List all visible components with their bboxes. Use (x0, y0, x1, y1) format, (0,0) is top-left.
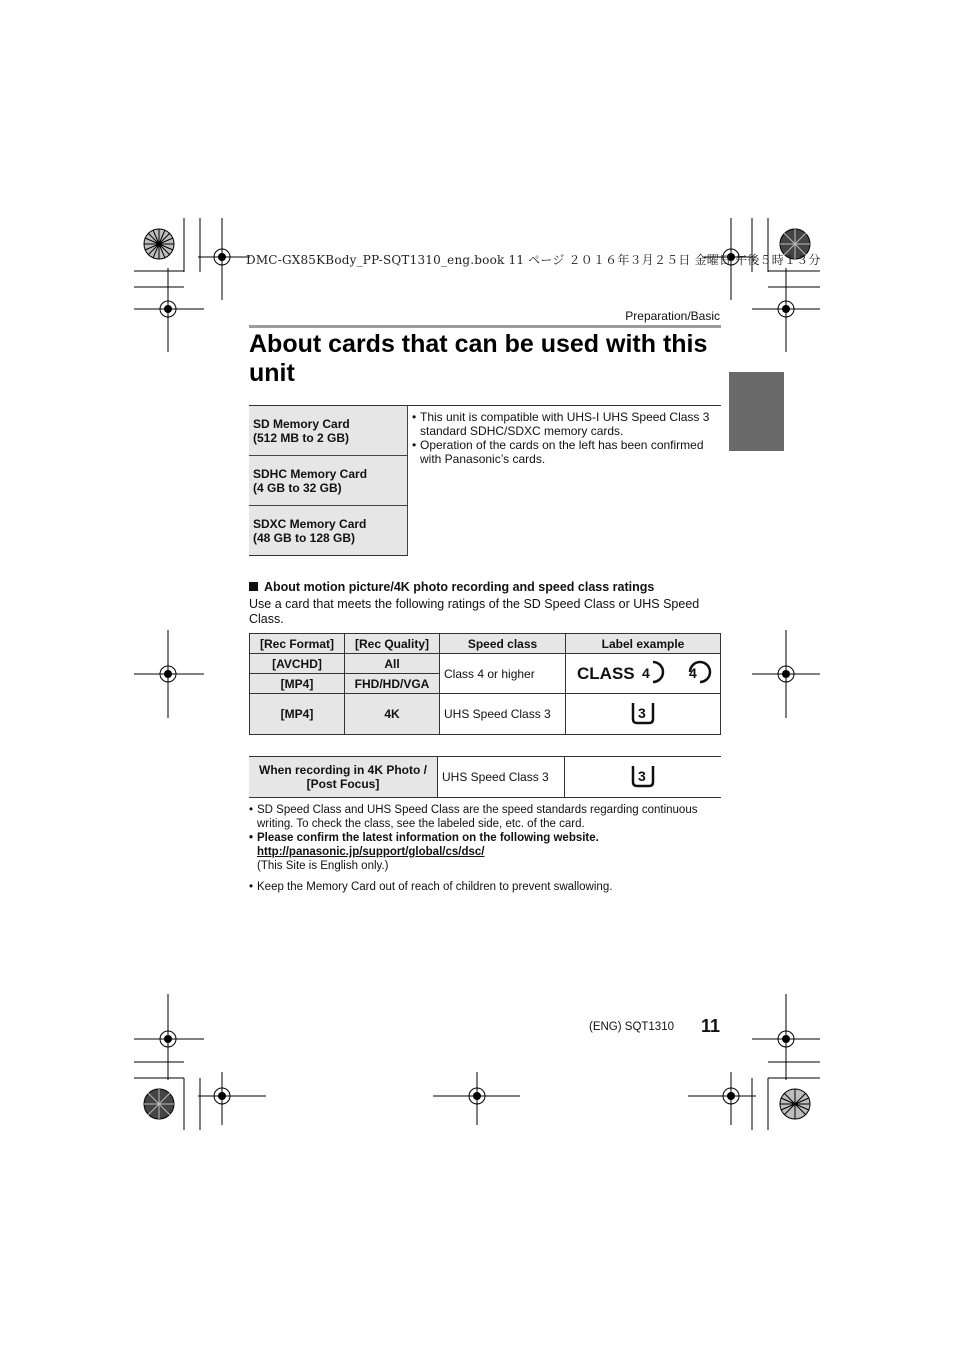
card-cell (249, 406, 408, 456)
section-heading-text: About motion picture/4K photo recording and speed class ratings (264, 580, 655, 594)
note-text: SD Speed Class and UHS Speed Class are the speed standards regarding continuous writing. To check the class, see the labeled side, etc. of the card. (257, 804, 698, 830)
speed-class-table (249, 633, 721, 735)
logo-class-word: CLASS (577, 664, 635, 683)
footer-code: (ENG) SQT1310 (589, 1021, 674, 1033)
note-text: This unit is compatible with UHS-I UHS Speed Class 3 standard SDHC/SDXC memory cards. (420, 410, 710, 438)
label-example-cell (566, 694, 721, 735)
logo-uhs-digit: 3 (638, 767, 646, 784)
table-row (249, 406, 721, 456)
square-bullet-icon (249, 582, 258, 591)
section-label: Preparation/Basic (625, 309, 720, 323)
list-item (249, 831, 721, 873)
rec-format-cell: [MP4] (250, 674, 345, 694)
chapter-side-tab (729, 372, 784, 451)
rec-quality-cell: FHD/HD/VGA (345, 674, 440, 694)
column-header: [Rec Quality] (345, 634, 440, 654)
list-item (249, 880, 721, 894)
table-header-row (250, 634, 721, 654)
page-title: About cards that can be used with this unit (249, 330, 708, 387)
bullet: • (249, 804, 254, 816)
title-rule (249, 325, 721, 328)
logo-uhs-digit: 3 (638, 704, 646, 721)
speed-class-cell: UHS Speed Class 3 (438, 757, 565, 798)
card-name: SDXC Memory Card (253, 516, 367, 531)
table-row (249, 757, 721, 798)
cards-table (249, 405, 721, 556)
print-header: DMC-GX85KBody_PP-SQT1310_eng.book 11 ページ ２０１６年３月２５日 金曜日 午後５時１３分 (246, 253, 821, 267)
speed-class-cell: Class 4 or higher (440, 654, 566, 694)
label-example-cell (565, 757, 722, 798)
column-header: Label example (566, 634, 721, 654)
rec-quality-cell: All (345, 654, 440, 674)
bullet: • (412, 438, 417, 452)
speed-class-cell: UHS Speed Class 3 (440, 694, 566, 735)
note-text: Please confirm the latest information on the following website. (257, 832, 599, 844)
rec-quality-cell: 4K (345, 694, 440, 735)
card-cell (249, 456, 408, 506)
support-website-link[interactable]: http://panasonic.jp/support/global/cs/dsc/ (257, 846, 485, 858)
photo-mode-label: When recording in 4K Photo / [Post Focus] (249, 757, 438, 798)
rec-format-cell: [MP4] (250, 694, 345, 735)
table-row (250, 694, 721, 735)
card-range: (48 GB to 128 GB) (253, 530, 356, 545)
uhs-speed-class-3-icon (630, 764, 656, 788)
table-row (250, 654, 721, 674)
bullet: • (412, 410, 417, 424)
section-heading (249, 580, 654, 594)
photo-mode-table (249, 756, 721, 798)
logo-digit: 4 (642, 665, 650, 681)
column-header: [Rec Format] (250, 634, 345, 654)
logo-digit: 4 (689, 665, 697, 681)
cards-notes (408, 406, 722, 556)
card-range: (512 MB to 2 GB) (253, 430, 350, 445)
page-number: 11 (700, 1016, 720, 1036)
card-cell (249, 506, 408, 556)
list-item (249, 803, 721, 831)
class4-logo-icon (573, 657, 713, 687)
note-text: Keep the Memory Card out of reach of children to prevent swallowing. (257, 881, 613, 893)
bullet: • (249, 881, 254, 893)
footnotes (249, 803, 721, 894)
class-c-arc (700, 662, 710, 682)
list-item (412, 438, 717, 466)
list-item (412, 410, 717, 438)
class-c-arc (653, 662, 663, 682)
rec-format-cell: [AVCHD] (250, 654, 345, 674)
bullet: • (249, 832, 254, 844)
site-note: (This Site is English only.) (257, 860, 389, 872)
column-header: Speed class (440, 634, 566, 654)
section-intro: Use a card that meets the following ratings of the SD Speed Class or UHS Speed Class. (249, 597, 700, 626)
note-text: Operation of the cards on the left has been confirmed with Panasonic’s cards. (420, 438, 704, 466)
card-range: (4 GB to 32 GB) (253, 480, 342, 495)
card-name: SDHC Memory Card (253, 466, 368, 481)
note-body (257, 831, 599, 873)
card-name: SD Memory Card (253, 416, 350, 431)
uhs-speed-class-3-icon (630, 701, 656, 725)
label-example-cell (566, 654, 721, 694)
